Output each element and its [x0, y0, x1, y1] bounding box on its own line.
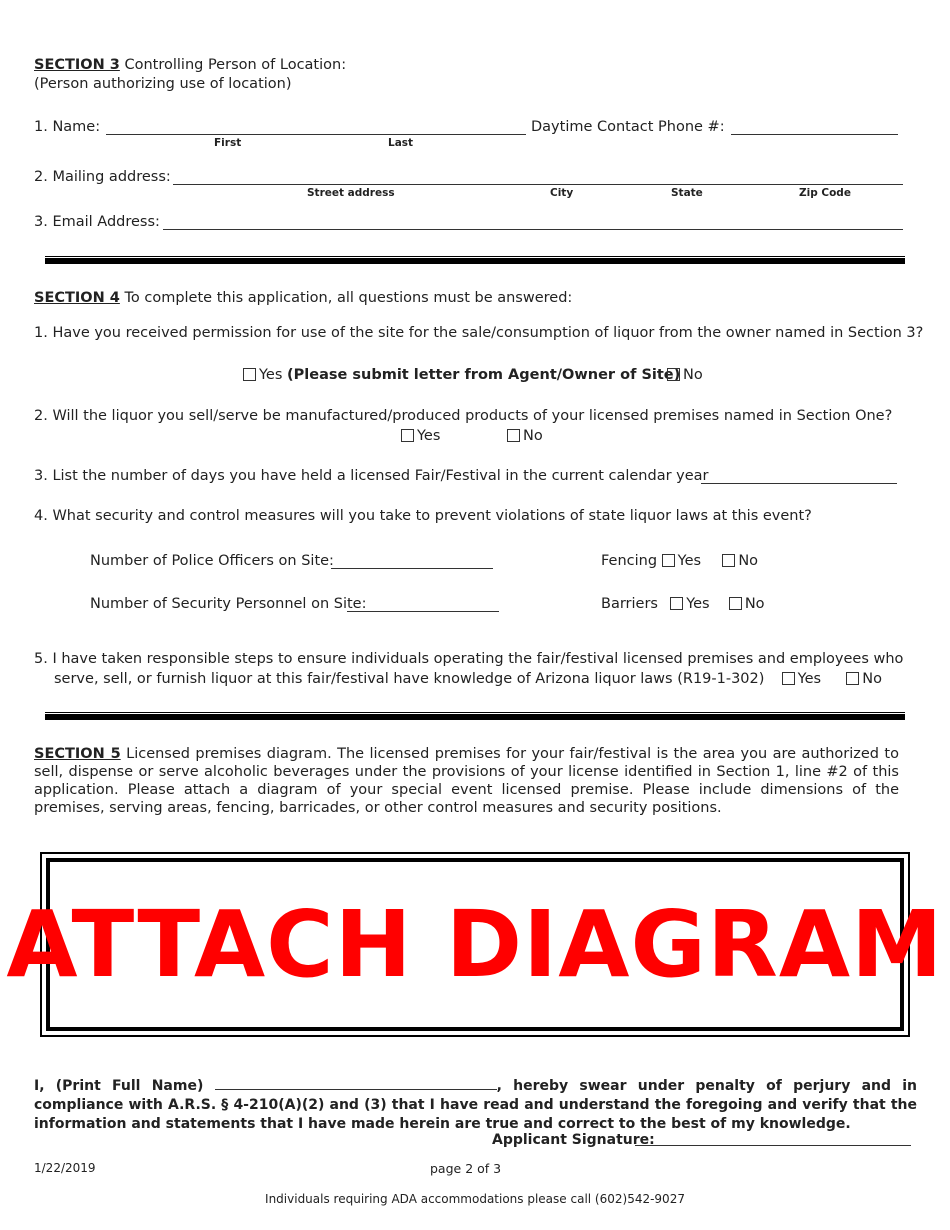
- email-field[interactable]: [163, 229, 903, 230]
- section4-title: To complete this application, all questions must be answered:: [124, 290, 573, 306]
- barriers-option-group: [601, 596, 765, 612]
- security-personnel-field[interactable]: [347, 611, 499, 612]
- q5-no-checkbox[interactable]: [846, 672, 859, 685]
- first-sublabel: First: [214, 137, 242, 149]
- declaration-text: A.R.S. § 4-210(A)(2) and (3) that I have read and understand the foregoing and verify that the information and statements that I have made herein are true and correct to the best of my knowledge.: [34, 1097, 917, 1132]
- q2-no-option: [507, 428, 543, 444]
- question-2: 2. Will the liquor you sell/serve be manufactured/produced products of your licensed premises named in Section One?: [34, 408, 893, 424]
- q5-yes-checkbox[interactable]: [782, 672, 795, 685]
- section4-heading: SECTION 4: [34, 290, 120, 306]
- print-name-field[interactable]: [215, 1077, 497, 1090]
- q2-yes-label: Yes: [417, 428, 441, 444]
- declaration-text-after-name: , hereby swear under penalty of perjury and in compliance with: [34, 1078, 918, 1113]
- section5-text: Licensed premises diagram. The licensed premises for your fair/festival is the area you are authorized to sell, dispense or serve alcoholic beverages under the provisions of your license identified in Section 1, line #2 of this application. Please attach a diagram of your special event licensed premise. Please include dimensions of the premises, serving areas, fencing, barricades, or other control measures and security positions.: [34, 746, 899, 816]
- q1-yes-checkbox[interactable]: [243, 368, 256, 381]
- footer-ada-notice: Individuals requiring ADA accommodations please call (602)542-9027: [265, 1192, 685, 1206]
- attach-diagram-box[interactable]: [6, 852, 944, 1037]
- print-name-label: I, (Print Full Name): [34, 1078, 204, 1094]
- state-sublabel: State: [671, 187, 703, 199]
- q5-no-label: No: [862, 671, 882, 687]
- question-5-line2: [54, 671, 882, 687]
- section5-paragraph: [34, 745, 899, 817]
- phone-field[interactable]: [731, 134, 898, 135]
- police-officers-field[interactable]: [331, 568, 493, 569]
- q1-yes-option: [243, 367, 680, 383]
- fencing-label: Fencing: [601, 553, 658, 569]
- q1-no-label: No: [683, 367, 703, 383]
- fencing-no-checkbox[interactable]: [722, 554, 735, 567]
- city-sublabel: City: [550, 187, 574, 199]
- section-divider-2: [45, 714, 905, 720]
- signature-field[interactable]: [635, 1145, 911, 1146]
- section-divider: [45, 258, 905, 264]
- q1-no-option: [667, 367, 703, 383]
- police-officers-label: Number of Police Officers on Site:: [90, 553, 334, 569]
- security-personnel-label: Number of Security Personnel on Site:: [90, 596, 367, 612]
- q2-yes-checkbox[interactable]: [401, 429, 414, 442]
- fencing-yes-checkbox[interactable]: [662, 554, 675, 567]
- barriers-yes-checkbox[interactable]: [670, 597, 683, 610]
- section3-heading: SECTION 3: [34, 57, 120, 73]
- barriers-label: Barriers: [601, 596, 658, 612]
- question-5-text: serve, sell, or furnish liquor at this fair/festival have knowledge of Arizona liquor laws (R19-1-302): [54, 671, 765, 687]
- barriers-no-label: No: [744, 596, 765, 612]
- section3-subtitle: (Person authorizing use of location): [34, 76, 292, 92]
- section5-heading: SECTION 5: [34, 746, 121, 762]
- section3-header: [34, 57, 346, 73]
- q1-no-checkbox[interactable]: [667, 368, 680, 381]
- question-1: 1. Have you received permission for use of the site for the sale/consumption of liquor from the owner named in Section 3?: [34, 325, 924, 341]
- zip-sublabel: Zip Code: [799, 187, 851, 199]
- q2-yes-option: [401, 428, 440, 444]
- mailing-address-label: 2. Mailing address:: [34, 169, 171, 185]
- question-4: 4. What security and control measures will you take to prevent violations of state liquor laws at this event?: [34, 508, 812, 524]
- name-label: 1. Name:: [34, 119, 101, 135]
- section-divider-top: [45, 256, 905, 257]
- barriers-no-checkbox[interactable]: [729, 597, 742, 610]
- attach-diagram-label: ATTACH DIAGRAM: [6, 891, 944, 998]
- question-3: 3. List the number of days you have held a licensed Fair/Festival in the current calendar year: [34, 468, 709, 484]
- fencing-option-group: [601, 553, 758, 569]
- declaration-paragraph: [34, 1077, 917, 1134]
- phone-label: Daytime Contact Phone #:: [531, 119, 725, 135]
- fencing-no-label: No: [738, 553, 759, 569]
- footer-date: 1/22/2019: [34, 1161, 96, 1175]
- section3-title: Controlling Person of Location:: [124, 57, 347, 73]
- q2-no-label: No: [523, 428, 543, 444]
- section-divider-2-top: [45, 712, 905, 713]
- section4-header: [34, 290, 572, 306]
- q3-days-field[interactable]: [701, 483, 897, 484]
- email-label: 3. Email Address:: [34, 214, 160, 230]
- q1-yes-label: Yes: [259, 367, 283, 383]
- footer-page-number: page 2 of 3: [430, 1161, 502, 1176]
- attach-diagram-inner-frame: [6, 858, 944, 1031]
- question-5-line1: 5. I have taken responsible steps to ensure individuals operating the fair/festival licensed premises and employees who: [34, 651, 904, 667]
- fencing-yes-label: Yes: [677, 553, 702, 569]
- last-sublabel: Last: [388, 137, 414, 149]
- signature-label: Applicant Signature:: [492, 1132, 655, 1148]
- mailing-address-field[interactable]: [173, 184, 903, 185]
- street-sublabel: Street address: [307, 187, 395, 199]
- q1-yes-note: (Please submit letter from Agent/Owner of Site): [287, 367, 681, 383]
- q5-yes-label: Yes: [797, 671, 822, 687]
- name-field[interactable]: [106, 134, 526, 135]
- barriers-yes-label: Yes: [686, 596, 710, 612]
- q2-no-checkbox[interactable]: [507, 429, 520, 442]
